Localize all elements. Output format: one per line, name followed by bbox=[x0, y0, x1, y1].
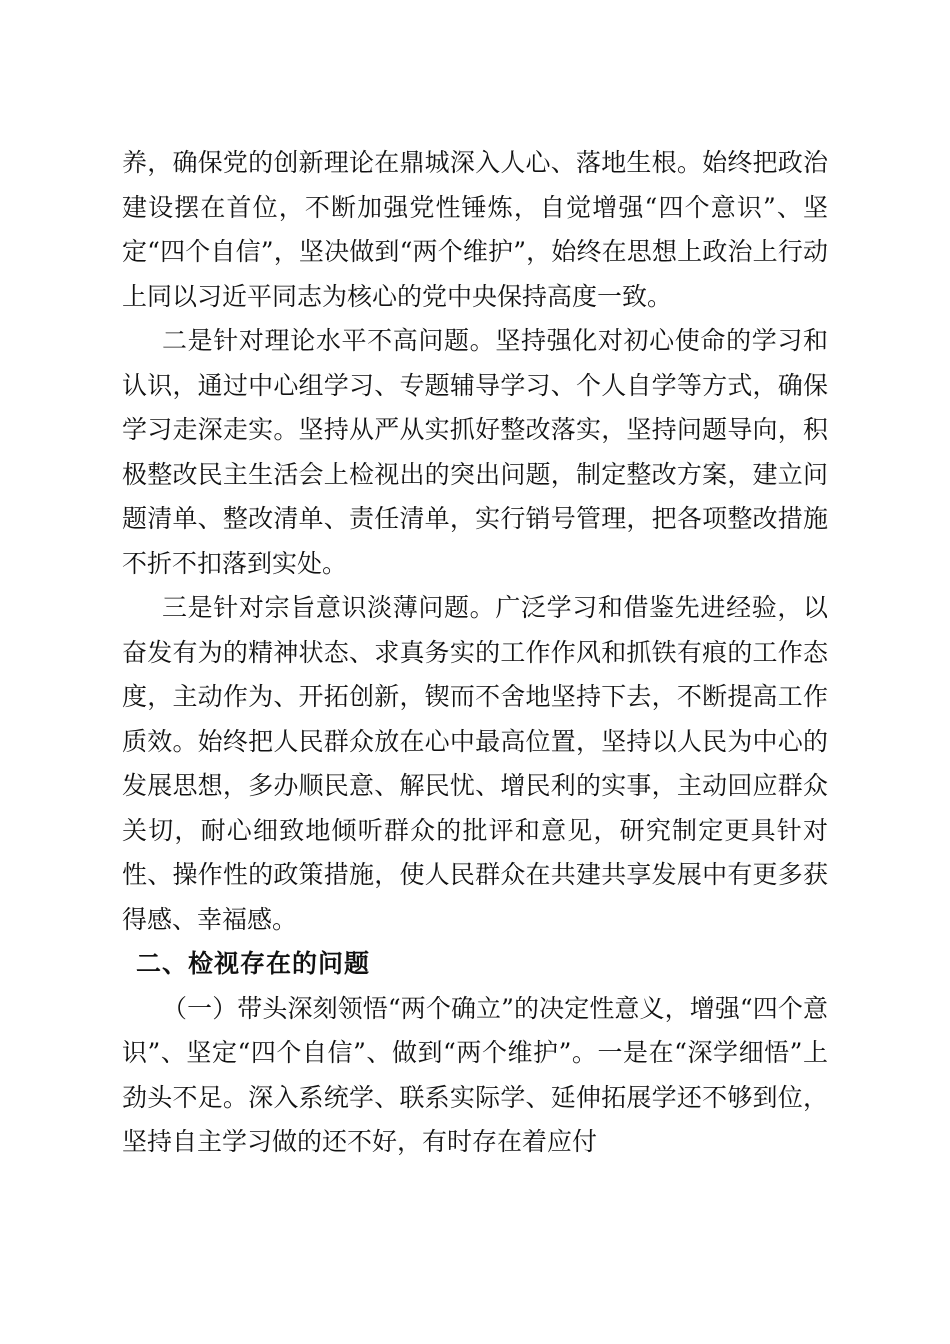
paragraph-purpose-awareness: 三是针对宗旨意识淡薄问题。广泛学习和借鉴先进经验，以奋发有为的精神状态、求真务实的工作作风和抓铁有痕的工作态度，主动作为、开拓创新，锲而不舍地坚持下去，不断提高工作质效。始终把人民群众放在心中最高位置，坚持以人民为中心的发展思想，多办顺民意、解民忧、增民利的实事，主动回应群众关切，耐心细致地倾听群众的批评和意见，研究制定更具针对性、操作性的政策措施，使人民群众在共建共享发展中有更多获得感、幸福感。 bbox=[122, 593, 828, 934]
paragraph-continuation: 养，确保党的创新理论在鼎城深入人心、落地生根。始终把政治建设摆在首位，不断加强党性锤炼，自觉增强“四个意识”、坚定“四个自信”，坚决做到“两个维护”，始终在思想上政治上行动上同以习近平同志为核心的党中央保持高度一致。 bbox=[122, 148, 828, 311]
document-body bbox=[122, 141, 828, 1165]
section-heading-problems: 二、检视存在的问题 bbox=[136, 949, 371, 978]
paragraph-theory-level: 二是针对理论水平不高问题。坚持强化对初心使命的学习和认识，通过中心组学习、专题辅导学习、个人自学等方式，确保学习走深走实。坚持从严从实抓好整改落实，坚持问题导向，积极整改民主生活会上检视出的突出问题，制定整改方案，建立问题清单、整改清单、责任清单，实行销号管理，把各项整改措施不折不扣落到实处。 bbox=[122, 326, 828, 578]
paragraph-two-establishments: （一）带头深刻领悟“两个确立”的决定性意义，增强“四个意识”、坚定“四个自信”、做到“两个维护”。一是在“深学细悟”上劲头不足。深入系统学、联系实际学、延伸拓展学还不够到位，坚持自主学习做的还不好，有时存在着应付 bbox=[122, 993, 828, 1156]
